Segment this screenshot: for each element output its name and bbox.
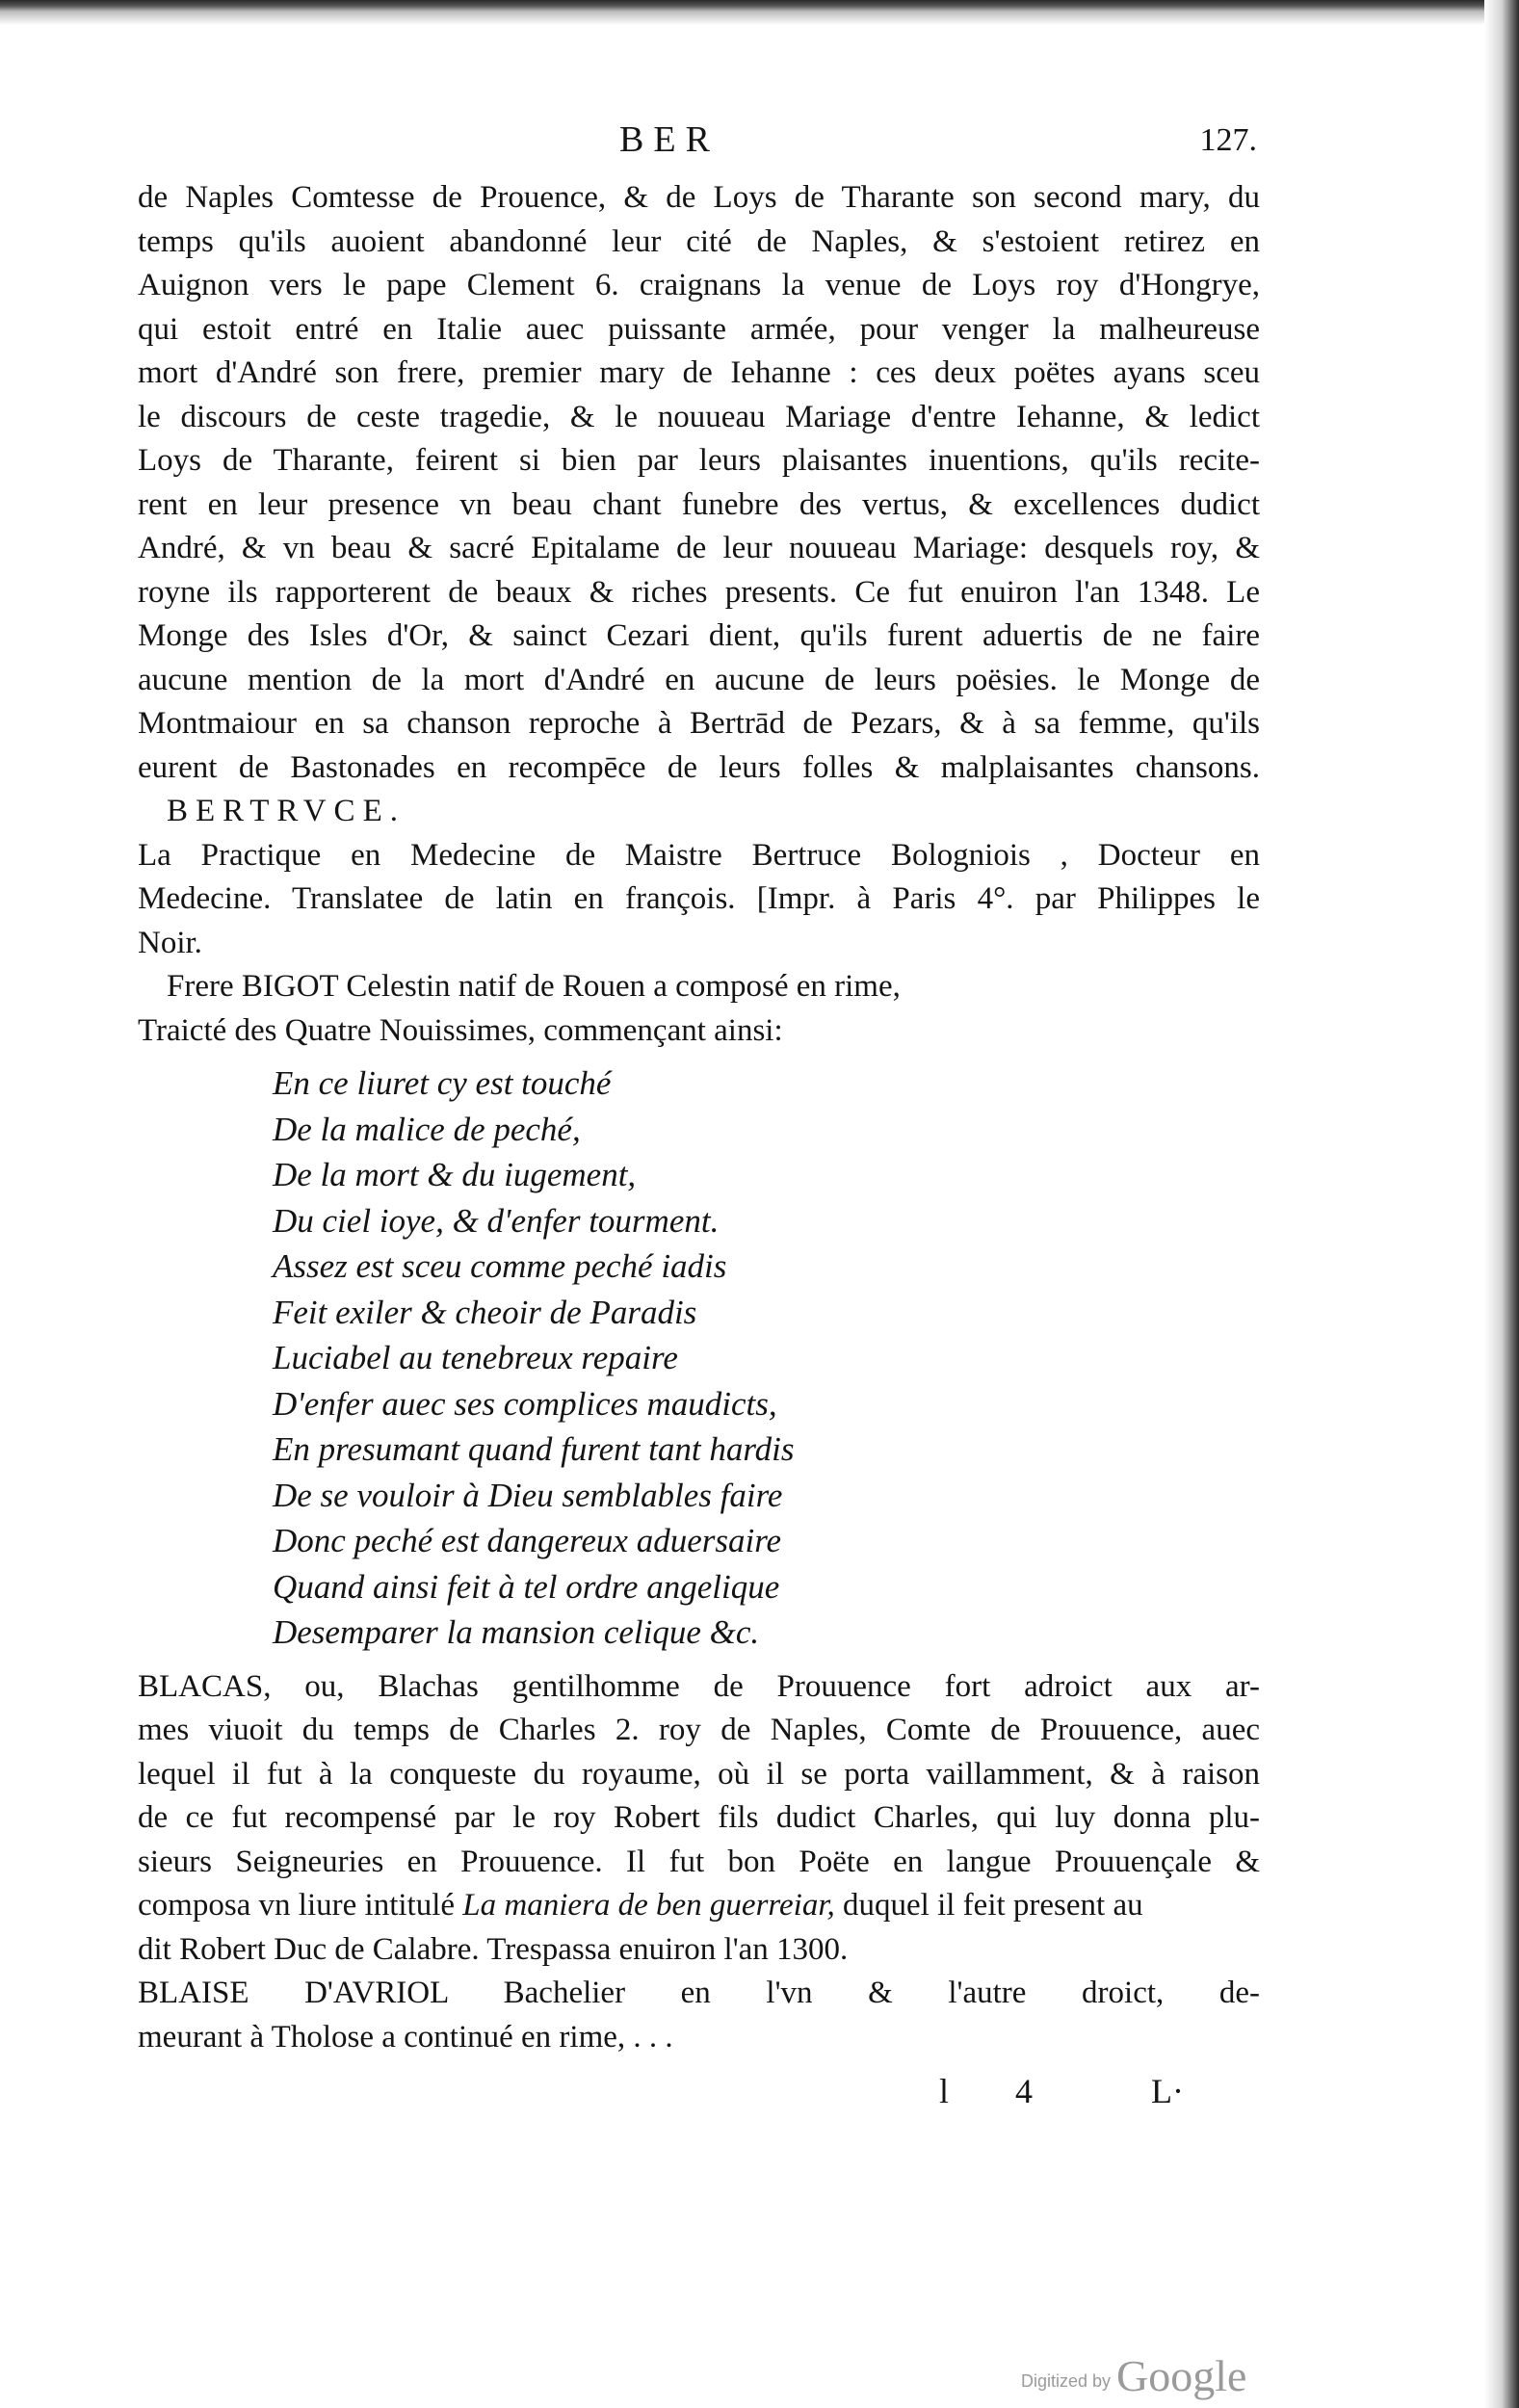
scan-top-edge (0, 0, 1519, 25)
poem-line: Quand ainsi feit à tel ordre angelique (273, 1567, 780, 1606)
page-number: 127. (1199, 122, 1257, 158)
text-line: eurent de Bastonades en recompēce de leurs folles & malplaisantes chansons. (138, 749, 1260, 785)
text-line: Frere BIGOT Celestin natif de Rouen a composé en rime, (167, 969, 901, 1004)
poem-line: Desemparer la mansion celique &c. (273, 1613, 760, 1651)
poem-line: De se vouloir à Dieu semblables faire (273, 1476, 783, 1514)
text-line: dit Robert Duc de Calabre. Trespassa enuiron l'an 1300. (138, 1931, 849, 1967)
text-line: qui estoit entré en Italie auec puissante armée, pour venger la malheureuse (138, 311, 1260, 347)
text-line: meurant à Tholose a continué en rime, . . . (138, 2019, 673, 2055)
signature-mark: l 4 (939, 2072, 1062, 2110)
poem-line: Donc peché est dangereux aduersaire (273, 1522, 782, 1559)
text-line: aucune mention de la mort d'André en aucune de leurs poësies. le Monge de (138, 662, 1260, 697)
poem-line: Luciabel au tenebreux repaire (273, 1339, 678, 1376)
poem-line: De la mort & du iugement, (273, 1156, 637, 1193)
text-line: de Naples Comtesse de Prouence, & de Loys de Tharante son second mary, du (138, 180, 1260, 215)
poem-line: En presumant quand furent tant hardis (273, 1430, 795, 1468)
text-line: lequel il fut à la conqueste du royaume, où il se porta vaillamment, & à raison (138, 1756, 1260, 1792)
running-head (130, 118, 1257, 176)
catchword: L· (1151, 2072, 1184, 2110)
digitized-by-label: Digitized by (1021, 2371, 1112, 2391)
text-line: rent en leur presence vn beau chant funebre des vertus, & excellences dudict (138, 486, 1260, 522)
text-line: de ce fut recompensé par le roy Robert fils dudict Charles, qui luy donna plu- (138, 1800, 1260, 1835)
text-line: Auignon vers le pape Clement 6. craignans la venue de Loys roy d'Hongrye, (138, 268, 1260, 302)
text-line: royne ils rapporterent de beaux & riches presents. Ce fut enuiron l'an 1348. Le (138, 574, 1260, 610)
book-title: La maniera de ben guerreiar, (462, 1888, 835, 1923)
entry-bertruce (138, 790, 1260, 965)
signature-line (130, 2071, 1252, 2119)
text-line: mes viuoit du temps de Charles 2. roy de Naples, Comte de Prouuence, auec (138, 1713, 1260, 1747)
entry-blacas (138, 1665, 1260, 1973)
text-line: Montmaiour en sa chanson reproche à Bertrād de Pezars, & à sa femme, qu'ils (138, 706, 1260, 741)
text-fragment: duquel il feit present au (843, 1888, 1143, 1923)
text-fragment: composa vn liure intitulé (138, 1888, 456, 1923)
text-line: le discours de ceste tragedie, & le nouueau Mariage d'entre Iehanne, & ledict (138, 399, 1260, 434)
poem-line: Du ciel ioye, & d'enfer tourment. (273, 1201, 720, 1240)
google-logo: Google (1116, 2351, 1247, 2400)
poem-line: Assez est sceu comme peché iadis (273, 1247, 727, 1285)
entry-blaise-davriol (138, 1972, 1260, 2059)
text-line: André, & vn beau & sacré Epitalame de leur nouueau Mariage: desquels roy, & (138, 531, 1260, 565)
poem-line: Feit exiler & cheoir de Paradis (273, 1293, 697, 1331)
main-text (138, 176, 1260, 2059)
poem-line: En ce liuret cy est touché (273, 1064, 612, 1102)
text-line: La Practique en Medecine de Maistre Bertruce Bologniois , Docteur en (138, 837, 1260, 873)
entry-heading: BERTRVCE. (167, 794, 406, 828)
paragraph-naples-poets (138, 176, 1260, 790)
text-line: sieurs Seigneuries en Prouuence. Il fut bon Poëte en langue Prouuençale & (138, 1844, 1260, 1879)
text-line: BLAISE D'AVRIOL Bachelier en l'vn & l'autre droict, de- (138, 1976, 1260, 2010)
text-line: mort d'André son frere, premier mary de Iehanne : ces deux poëtes ayans sceu (138, 355, 1260, 390)
text-line: Medecine. Translatee de latin en françois. [Impr. à Paris 4°. par Philippes le (138, 881, 1260, 916)
text-line: Loys de Tharante, feirent si bien par leurs plaisantes inuentions, qu'ils recite- (138, 443, 1260, 478)
entry-bigot (138, 965, 1260, 1053)
text-line: Noir. (138, 925, 202, 960)
text-line: Monge des Isles d'Or, & sainct Cezari dient, qu'ils furent aduertis de ne faire (138, 618, 1260, 653)
text-line: BLACAS, ou, Blachas gentilhomme de Prouuence fort adroict aux ar- (138, 1668, 1260, 1704)
text-line (138, 1884, 1260, 1928)
scan-right-edge (1484, 0, 1519, 2408)
text-line: Traicté des Quatre Nouissimes, commençant ainsi: (138, 1012, 783, 1048)
text-line: temps qu'ils auoient abandonné leur cité de Naples, & s'estoient retirez en (138, 223, 1260, 259)
digitized-by-watermark (1021, 2350, 1247, 2400)
poem-line: De la malice de peché, (273, 1110, 581, 1148)
poem-line: D'enfer auec ses complices maudicts, (273, 1384, 777, 1423)
running-title: BER (619, 119, 720, 160)
poem-quatre-nouissimes (273, 1060, 1260, 1656)
